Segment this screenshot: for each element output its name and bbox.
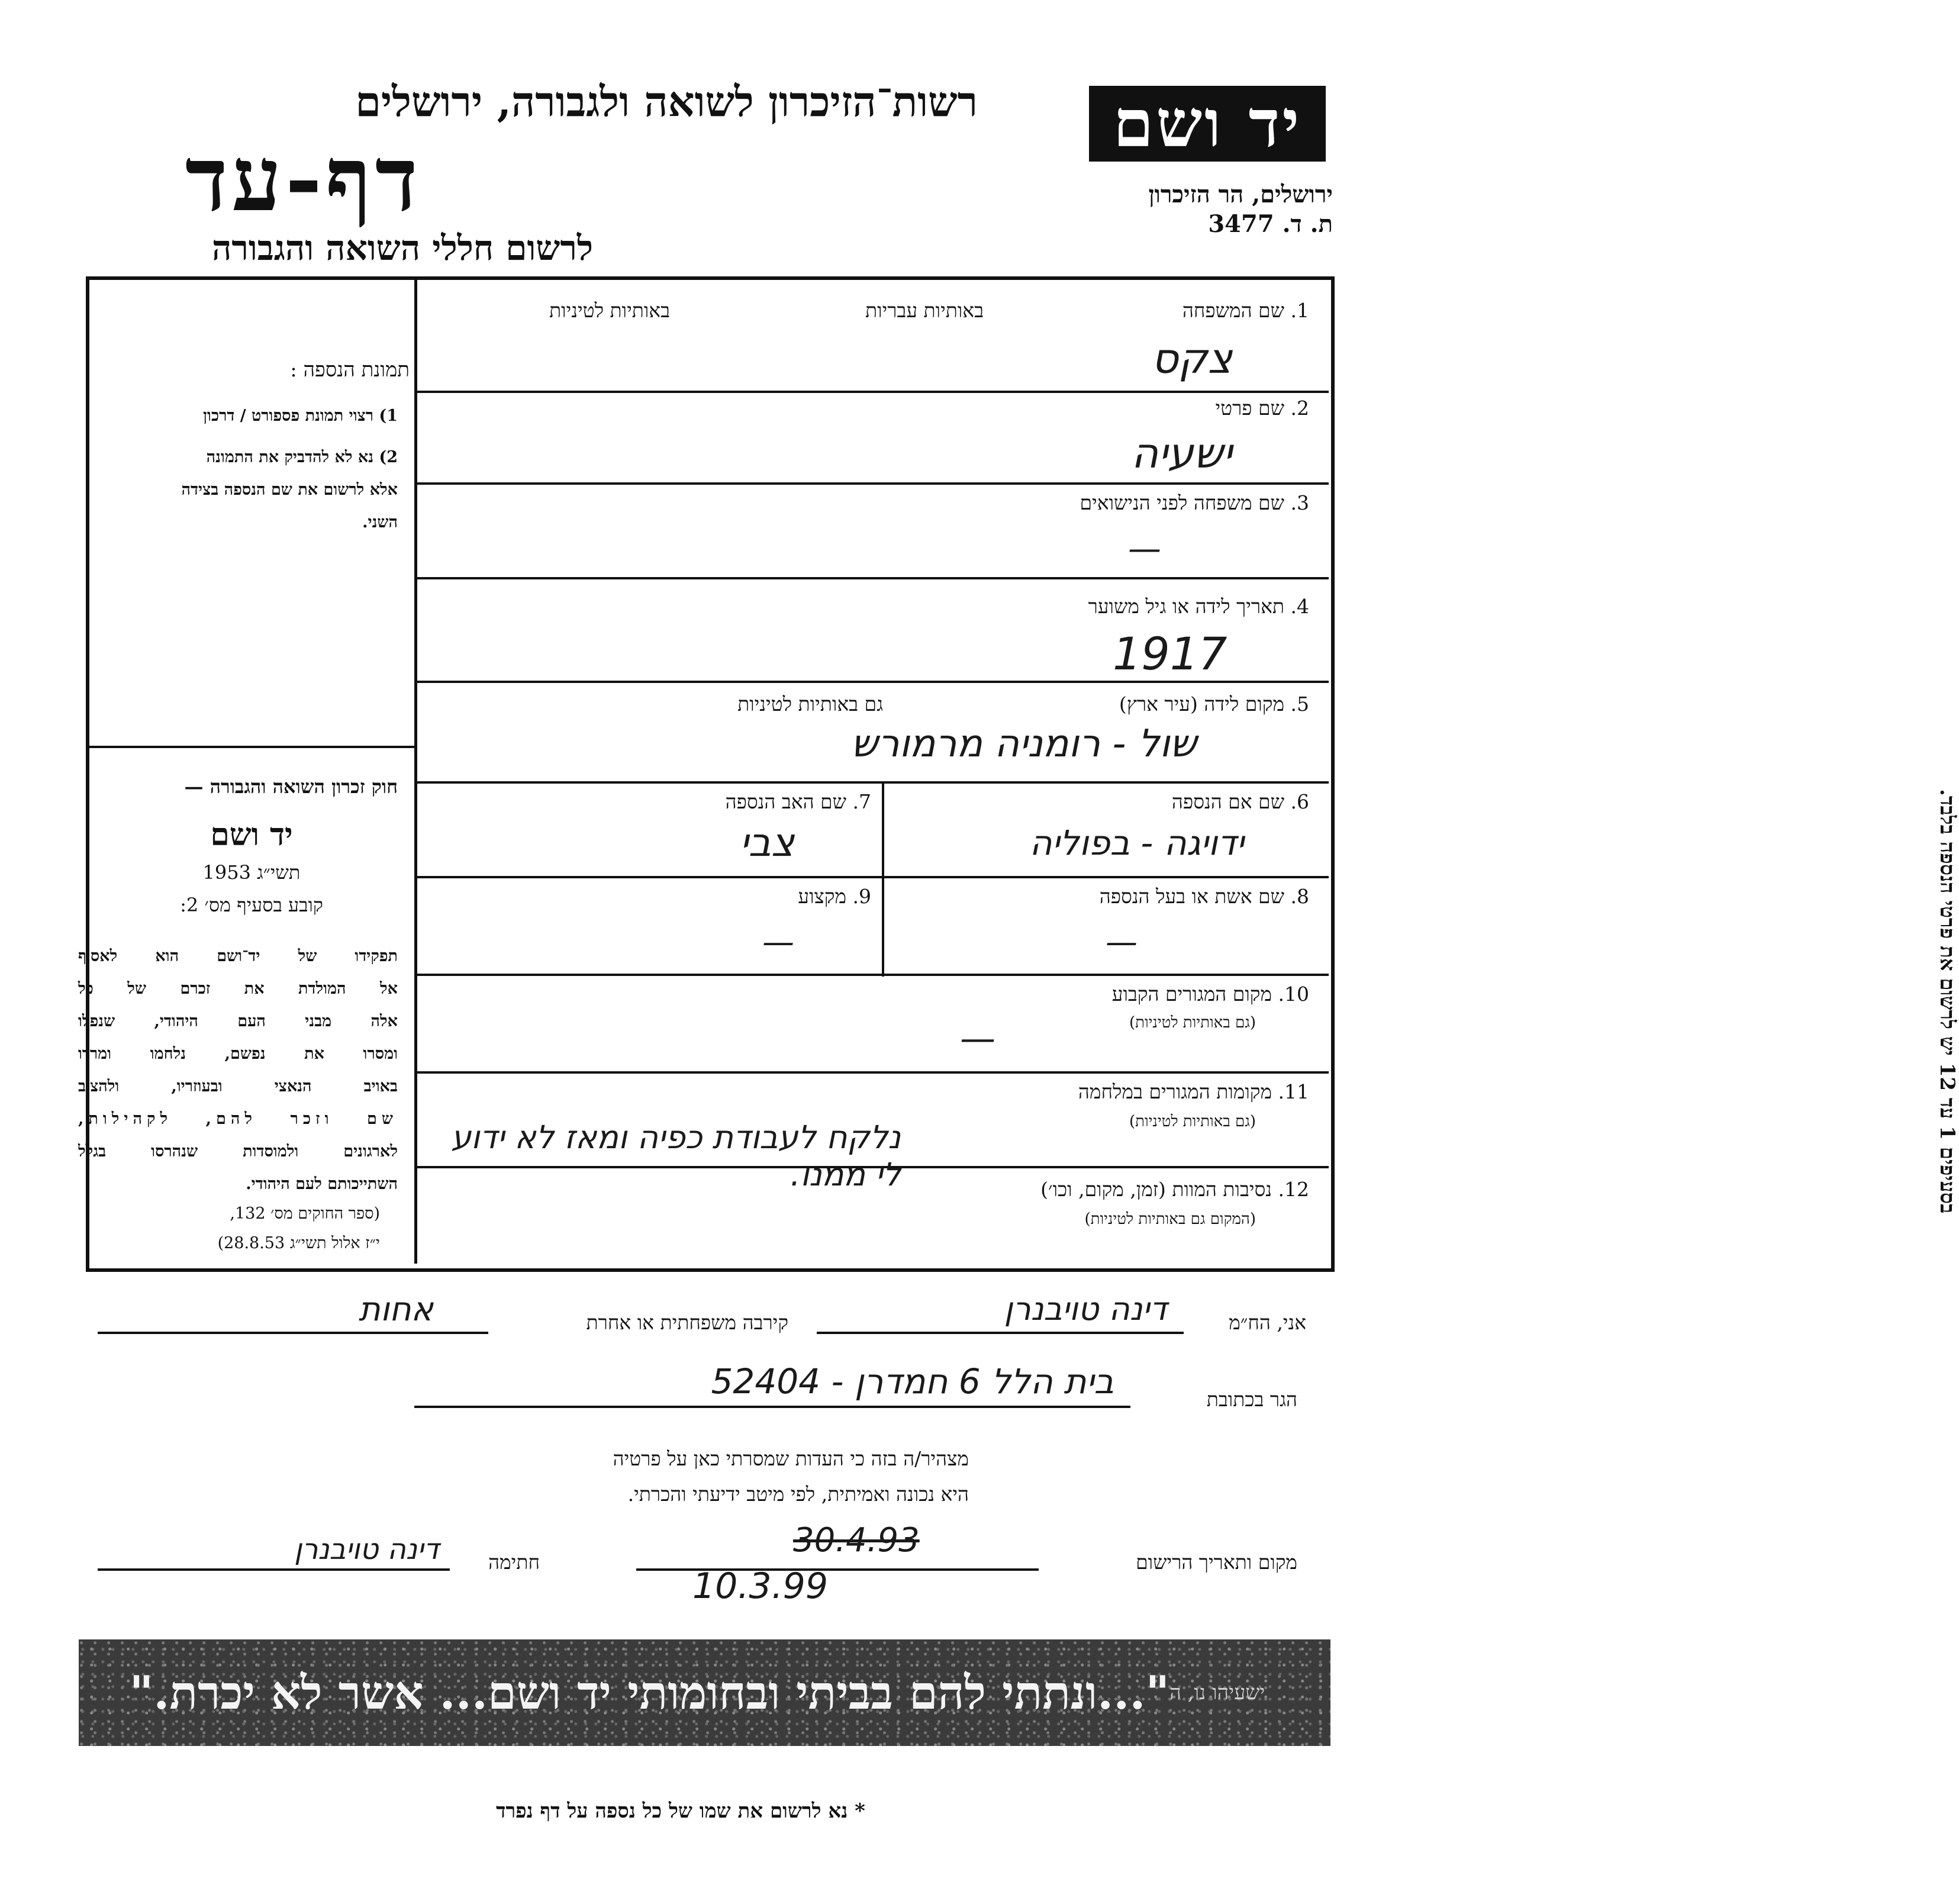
banner-quote: "...ונתתי להם בביתי ובחומותי יד ושם... אשר לא יכרת." <box>129 1665 1170 1720</box>
field-6-value[interactable]: ידויגה - בפוליה <box>1029 823 1244 863</box>
field-4-value[interactable]: 1917 <box>1113 627 1227 680</box>
declarant-line <box>817 1332 1184 1334</box>
field-11-sub: (גם באותיות לטיניות) <box>1129 1113 1256 1130</box>
field-3-value[interactable]: — <box>1128 530 1161 568</box>
field-10-value[interactable]: — <box>960 1018 995 1059</box>
photo-note-2: 2) נא לא להדביק את התמונה <box>206 448 398 466</box>
photo-panel-title: תמונת הנספה : <box>290 358 410 382</box>
statement-line-1: מצהיר/ה בזה כי העדות שמסרתי כאן על פרטיה <box>613 1447 969 1470</box>
photo-note-2-end: השני. <box>362 513 398 531</box>
law-heading: חוק זכרון השואה והגבורה — <box>184 775 398 798</box>
row-divider <box>417 482 1329 485</box>
field-5-sub: גם באותיות לטיניות <box>737 692 883 716</box>
banner-source: ישעיהו נו, ה <box>1169 1681 1265 1705</box>
row-divider <box>417 974 1329 976</box>
field-9-value[interactable]: — <box>762 923 794 961</box>
field-5-value[interactable]: שול - רומניה מרמורש <box>850 722 1197 766</box>
field-11-value[interactable]: נלקח לעבודת כפיה ומאז לא ידוע לי ממנו. <box>451 1119 901 1193</box>
left-panel-divider <box>89 746 414 748</box>
relation-label: קירבה משפחתית או אחרת <box>586 1311 788 1334</box>
row-divider <box>417 577 1329 579</box>
law-ref-2: י״ז אלול תשי״ג 28.8.53) <box>217 1234 380 1252</box>
address-value[interactable]: בית הלל 6 חמדרן - 52404 <box>711 1361 1114 1402</box>
footnote: * נא לרשום את שמו של כל נספה על דף נפרד <box>496 1799 865 1823</box>
field-12-sub: (המקום גם באותיות לטיניות) <box>1084 1210 1256 1228</box>
address-label: הגר בכתובת <box>1206 1388 1297 1411</box>
field-11-label: 11. מקומות המגורים במלחמה <box>1078 1080 1309 1103</box>
field-1-value[interactable]: צקס <box>1151 334 1232 383</box>
law-text-7: לארגונים ולמוסדות שנהרסו בגלל <box>78 1142 398 1161</box>
yad-vashem-logo: יד ושם <box>1089 86 1326 162</box>
row-divider <box>417 876 1329 878</box>
signature-label: חתימה <box>488 1551 540 1574</box>
field-8-label: 8. שם אשת או בעל הנספה <box>1099 885 1309 908</box>
address-line <box>414 1406 1130 1408</box>
law-text-6: שם וזכר להם, לקהילות, <box>78 1110 398 1128</box>
form-title: דף-עד <box>185 127 421 231</box>
field-2-value[interactable]: ישעיה <box>1131 429 1232 478</box>
field-7-value[interactable]: צבי <box>739 820 794 865</box>
column-divider <box>414 278 417 1264</box>
law-name: יד ושם <box>210 817 293 853</box>
place-date-label: מקום ותאריך הרישום <box>1136 1551 1297 1574</box>
field-1-hebrew-col: באותיות עבריות <box>865 299 984 322</box>
row-divider <box>417 681 1329 683</box>
photo-note-1: 1) רצוי תמונת פספורט / דרכון <box>203 407 398 425</box>
field-1-latin-col: באותיות לטיניות <box>549 299 670 322</box>
field-1-label: 1. שם המשפחה <box>1182 299 1309 322</box>
field-9-label: 9. מקצוע <box>798 885 871 908</box>
logo-address: ירושלים, הר הזיכרון <box>1148 181 1333 208</box>
law-year: תשי״ג 1953 <box>202 861 301 884</box>
row-divider <box>417 1071 1329 1074</box>
law-text-8: השתייכותם לעם היהודי. <box>246 1175 398 1193</box>
law-text-1: תפקידו של יד־ושם הוא לאסוף <box>78 947 398 965</box>
law-clause: קובע בסעיף מס׳ 2: <box>180 894 323 916</box>
logo-po-box: ת. ד. 3477 <box>1208 210 1333 238</box>
field-3-label: 3. שם משפחה לפני הנישואים <box>1080 491 1309 514</box>
authority-heading: רשות־הזיכרון לשואה ולגבורה, ירושלים <box>355 77 978 126</box>
field-8-value[interactable]: — <box>1106 923 1138 961</box>
field-2-label: 2. שם פרטי <box>1215 397 1309 420</box>
quote-banner <box>79 1639 1330 1746</box>
inner-column-divider <box>882 781 884 977</box>
field-12-label: 12. נסיבות המוות (זמן, מקום, וכו׳) <box>1040 1178 1309 1201</box>
field-5-label: 5. מקום לידה (עיר ארץ) <box>1119 692 1309 716</box>
field-4-label: 4. תאריך לידה או גיל משוער <box>1088 595 1309 618</box>
signature-line <box>98 1568 450 1571</box>
signature-value[interactable]: דינה טויבנרן <box>294 1533 439 1566</box>
declarant-value[interactable]: דינה טויבנרן <box>1004 1290 1167 1328</box>
field-10-sub: (גם באותיות לטיניות) <box>1129 1014 1256 1032</box>
photo-note-2-cont: אלא לרשום את שם הנספה בצידה <box>181 481 398 499</box>
field-10-label: 10. מקום המגורים הקבוע <box>1111 982 1309 1006</box>
row-divider <box>417 391 1329 393</box>
law-text-3: אלה מבני העם היהודי, שנפלו <box>78 1012 398 1030</box>
statement-line-2: היא נכונה ואמיתית, לפי מיטב ידיעתי והכרתי. <box>627 1483 969 1506</box>
field-7-label: 7. שם האב הנספה <box>725 790 871 813</box>
field-6-label: 6. שם אם הנספה <box>1171 790 1309 813</box>
row-divider <box>417 781 1329 784</box>
law-text-2: אל המולדת את זכרם של כל <box>78 980 398 998</box>
law-text-4: ומסרו את נפשם, נלחמו ומרדו <box>78 1045 398 1063</box>
date-value[interactable]: 10.3.99 <box>692 1565 829 1607</box>
date-struck-value: 30.4.93 <box>793 1521 920 1560</box>
law-text-5: באויב הנאצי ובעוזריו, ולהציב <box>78 1077 398 1096</box>
form-subtitle: לרשום חללי השואה והגבורה <box>212 228 593 268</box>
law-ref-1: (ספר החוקים מס׳ 132, <box>230 1204 380 1223</box>
relation-line <box>98 1332 488 1334</box>
side-note: בסעיפים 1 עד 12 יש לרשום את פרטי הנספה בלבד. <box>1935 788 1959 1213</box>
declarant-label: אני, הח״מ <box>1229 1311 1306 1334</box>
relation-value[interactable]: אחות <box>358 1290 433 1329</box>
